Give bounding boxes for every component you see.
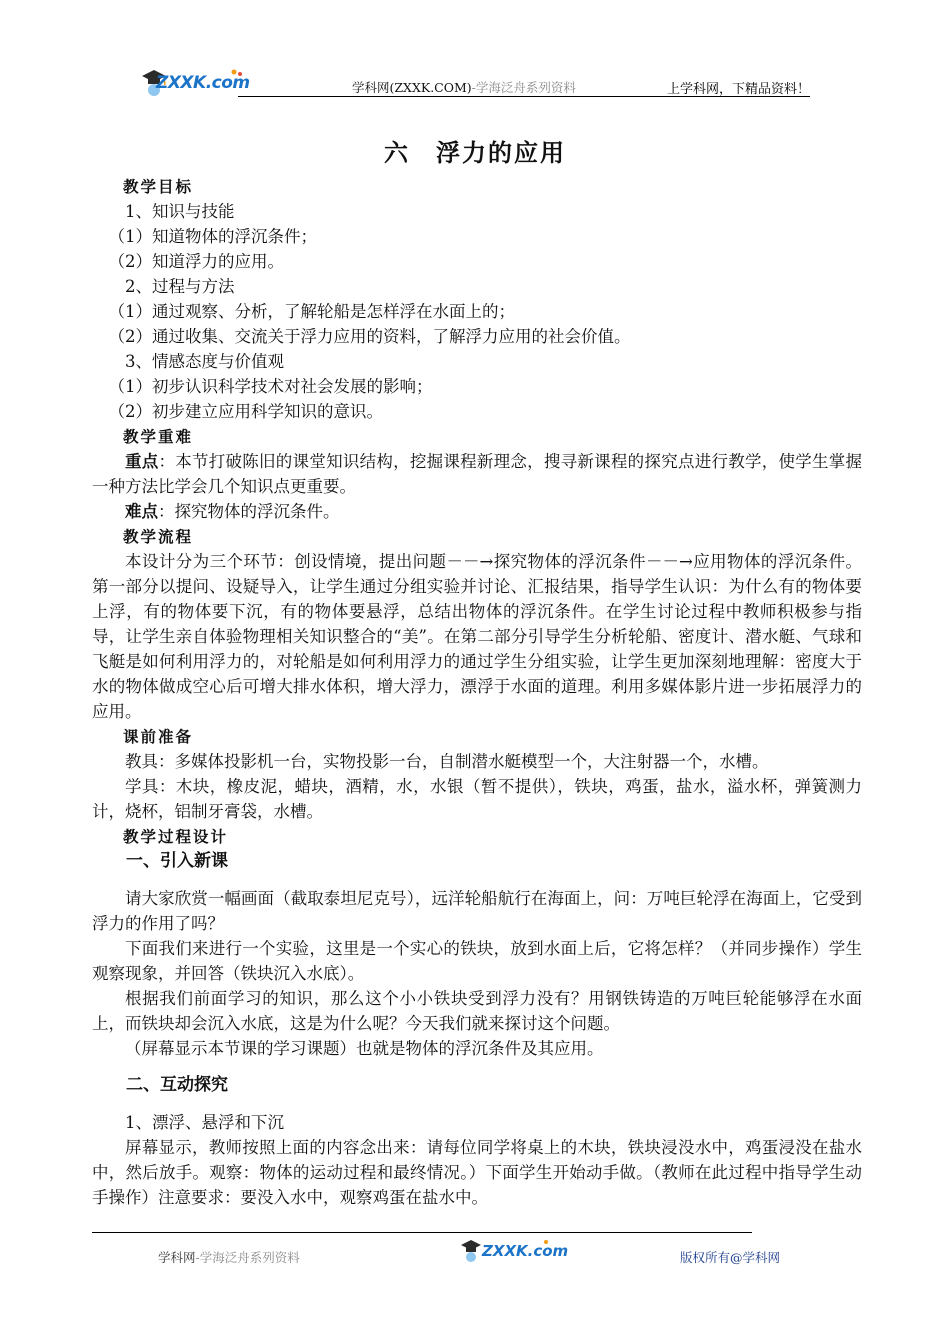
student-tools-paragraph: 学具：木块，橡皮泥，蜡块，酒精，水，水银（暂不提供），铁块，鸡蛋，盐水，溢水杯，弹簧测力计，烧杯，铝制牙膏袋，水槽。 [92,777,862,821]
part2-paragraph: 屏幕显示，教师按照上面的内容念出来：请每位同学将桌上的木块，铁块浸没水中，鸡蛋浸没在盐水中，然后放手。观察：物体的运动过程和最终情况。）下面学生开始动手做。（教师在此过程中指导学生动手操作）注意要求：要没入水中，观察鸡蛋在盐水中。 [92,1138,862,1207]
header-source-main: 学科网(ZXXK.COM) [352,80,472,95]
teacher-tools-paragraph: 教具：多媒体投影机一台，实物投影一台，自制潜水艇模型一个，大注射器一个，水槽。 [125,752,769,771]
footer-logo-text: ZXXK.com [482,1242,569,1260]
header-source [352,78,576,96]
part1-paragraph: 下面我们来进行一个实验，这里是一个实心的铁块，放到水面上后，它将怎样？（并同步操作）学生观察现象，并回答（铁块沉入水底）。 [92,939,862,983]
zxxk-logo[interactable] [138,66,248,100]
section-heading-process: 教学过程设计 [123,827,229,846]
page-header [138,66,810,106]
part1-paragraph: 根据我们前面学习的知识，那么这个小小铁块受到浮力没有？用钢铁铸造的万吨巨轮能够浮在水面上，而铁块却会沉入水底，这是为什么呢？今天我们就来探讨这个问题。 [92,989,862,1033]
objective-line: （1）通过观察、分析，了解轮船是怎样浮在水面上的； [108,302,515,321]
part2-subtitle: 1、漂浮、悬浮和下沉 [125,1113,284,1132]
footer-source-main: 学科网 [158,1250,196,1265]
footer-zxxk-logo[interactable] [458,1236,569,1266]
focus-label: 重点 [125,452,159,471]
spacer [92,1098,862,1110]
difficulty-paragraph [92,499,862,524]
part2-title: 二、互动探究 [126,1075,228,1095]
focus-text: ：本节打破陈旧的课堂知识结构，挖掘课程新理念，搜寻新课程的探究点进行教学，使学生掌握一种方法比学会几个知识点更重要。 [92,452,863,496]
difficulty-label: 难点 [125,502,158,521]
objective-line: 3、情感态度与价值观 [125,352,284,371]
part1-paragraph: （屏幕显示本节课的学习课题）也就是物体的浮沉条件及其应用。 [125,1039,604,1058]
section-heading-objectives: 教学目标 [123,177,194,196]
objective-line: （1）初步认识科学技术对社会发展的影响； [108,377,433,396]
document-body [92,174,862,1210]
footer-source-sub: -学海泛舟系列资料 [195,1250,300,1265]
spacer [92,874,862,886]
spacer [92,1061,862,1073]
objective-line: 2、过程与方法 [125,277,235,296]
footer-logo-icon [458,1236,569,1266]
logo-text: ZXXK.com [156,73,250,93]
objective-line: （2）知道浮力的应用。 [108,252,284,271]
footer-copyright: 版权所有@学科网 [680,1250,781,1265]
part1-paragraph: 请大家欣赏一幅画面（截取泰坦尼克号），远洋轮船航行在海面上，问：万吨巨轮浮在海面上，它受到浮力的作用了吗？ [92,889,862,933]
objective-line: 1、知识与技能 [125,202,235,221]
focus-paragraph [92,449,862,499]
page-title: 六 浮力的应用 [384,139,566,167]
flow-paragraph: 本设计分为三个环节：创设情境，提出问题－－→探究物体的浮沉条件－－→应用物体的浮沉条件。第一部分以提问、设疑导入，让学生通过分组实验并讨论、汇报结果，指导学生认识：为什么有的物体要上浮，有的物体要下沉，有的物体要悬浮，总结出物体的浮沉条件。在学生讨论过程中教师积极参与指导，让学生亲自体验物理相关知识整合的“美”。在第二部分引导学生分析轮船、密度计、潜水艇、气球和飞艇是如何利用浮力的，对轮船是如何利用浮力的通过学生分组实验，让学生更加深刻地理解：密度大于水的物体做成空心后可增大排水体积，增大浮力，漂浮于水面的道理。利用多媒体影片进一步拓展浮力的应用。 [92,552,862,721]
footer-rule [92,1232,752,1233]
part1-title: 一、引入新课 [126,851,228,871]
footer-source [158,1248,300,1266]
objective-line: （2）初步建立应用科学知识的意识。 [108,402,383,421]
section-heading-keypoints: 教学重难 [123,427,194,446]
objective-line: （2）通过收集、交流关于浮力应用的资料，了解浮力应用的社会价值。 [108,327,631,346]
header-source-sub: -学海泛舟系列资料 [471,80,576,95]
difficulty-text: ：探究物体的浮沉条件。 [158,502,340,521]
objective-line: （1）知道物体的浮沉条件； [108,227,317,246]
section-heading-prep: 课前准备 [123,727,194,746]
section-heading-flow: 教学流程 [123,527,194,546]
header-slogan: 上学科网，下精品资料！ [666,82,810,97]
